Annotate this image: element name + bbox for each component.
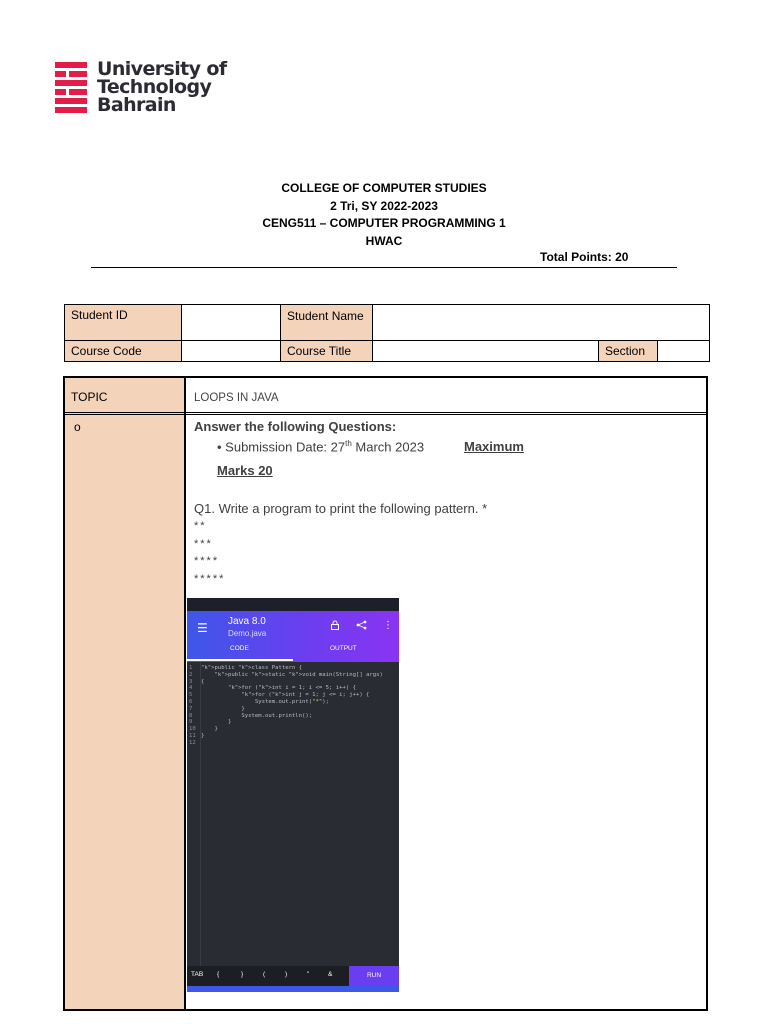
course-title-label: Course Title (281, 341, 373, 362)
student-info-table (64, 304, 710, 362)
instructions-heading: Answer the following Questions: (194, 419, 397, 434)
status-bar (187, 598, 399, 611)
code-line: 12 (189, 739, 196, 746)
topic-column (65, 378, 186, 1009)
key-close-brace: } (241, 971, 244, 978)
key-close-paren: ) (285, 971, 288, 978)
app-bar (187, 611, 399, 662)
student-id-label: Student ID (65, 305, 182, 341)
code-line: 4 "k">for ("k">int i = 1; i <= 5; i++) { (189, 685, 356, 692)
tab-output: OUTPUT (330, 645, 357, 652)
term: 2 Tri, SY 2022-2023 (330, 198, 438, 213)
assignment-type: HWAC (365, 233, 403, 248)
code-lines (187, 665, 399, 747)
code-line: 11 } (189, 732, 205, 739)
header-divider (91, 267, 677, 268)
row-divider (65, 412, 706, 415)
section-field[interactable] (658, 341, 710, 362)
student-name-field[interactable] (373, 305, 710, 341)
code-editor (187, 662, 399, 967)
student-id-field[interactable] (182, 305, 281, 341)
key-open-brace: { (217, 971, 220, 978)
code-line: 1 "k">public "k">class Pattern { (189, 665, 303, 671)
topic-value: LOOPS IN JAVA (194, 392, 279, 404)
logo-line-2: Technology (97, 76, 212, 98)
code-line: 5 "k">for ("k">int j = 1; j <= i; j++) { (189, 692, 370, 699)
logo-mark-icon (55, 62, 89, 114)
pattern-line: *** (194, 537, 213, 550)
pattern-line: ***** (194, 572, 226, 585)
maximum-label: Maximum (464, 439, 524, 454)
assignment-table (63, 376, 708, 1011)
code-line: 8 System.out.println(); (189, 712, 313, 719)
pattern-line: **** (194, 555, 220, 567)
key-ampersand: & (328, 971, 333, 978)
pattern-block (194, 518, 225, 588)
student-name-label: Student Name (281, 305, 373, 341)
run-button: RUN (349, 966, 399, 986)
document-header (0, 180, 768, 250)
row-marker: o (74, 420, 81, 434)
submission-suffix: March 2023 (351, 439, 425, 455)
topic-label: TOPIC (71, 390, 108, 404)
key-open-paren: ( (263, 971, 266, 978)
code-screenshot (187, 598, 399, 992)
course-code-label: Course Code (65, 341, 182, 362)
hamburger-menu-icon: ☰ (197, 621, 208, 635)
logo-text (97, 60, 227, 114)
logo-line-3: Bahrain (97, 94, 176, 116)
course-title-field[interactable] (373, 341, 599, 362)
key-tab: TAB (191, 971, 204, 978)
app-title: Java 8.0 (228, 616, 266, 627)
key-quote: " (307, 971, 310, 978)
course-name: CENG511 – COMPUTER PROGRAMMING 1 (262, 216, 506, 230)
code-line: 2 "k">public "k">static "k">void main(String[] args) (189, 671, 383, 678)
keyboard-bar (187, 966, 399, 986)
logo-line-1: University of (97, 58, 227, 80)
code-line: 10 } (189, 726, 218, 733)
university-logo (55, 58, 255, 116)
college-name: COLLEGE OF COMPUTER STUDIES (281, 181, 487, 195)
section-label: Section (599, 341, 658, 362)
course-code-field[interactable] (182, 341, 281, 362)
submission-date (217, 439, 424, 454)
maximum-marks: Marks 20 (217, 463, 273, 478)
submission-prefix: • Submission Date: 27 (217, 439, 346, 455)
tab-indicator (187, 659, 293, 661)
total-points: Total Points: 20 (540, 250, 629, 264)
file-name: Demo.java (228, 629, 267, 638)
more-vert-icon: ⋮ (383, 620, 393, 631)
code-line: 3 { (189, 678, 205, 685)
tab-code: CODE (230, 645, 249, 652)
question-1: Q1. Write a program to print the following pattern. * (194, 501, 488, 516)
share-icon (356, 620, 367, 633)
code-line: 9 } (189, 719, 232, 726)
bottom-bar (187, 986, 399, 992)
submission-sup: th (345, 439, 352, 448)
code-line: 7 } (189, 705, 245, 712)
lock-icon (330, 620, 340, 633)
code-line: 6 System.out.print("*"); (189, 698, 329, 705)
pattern-line: ** (194, 520, 207, 532)
